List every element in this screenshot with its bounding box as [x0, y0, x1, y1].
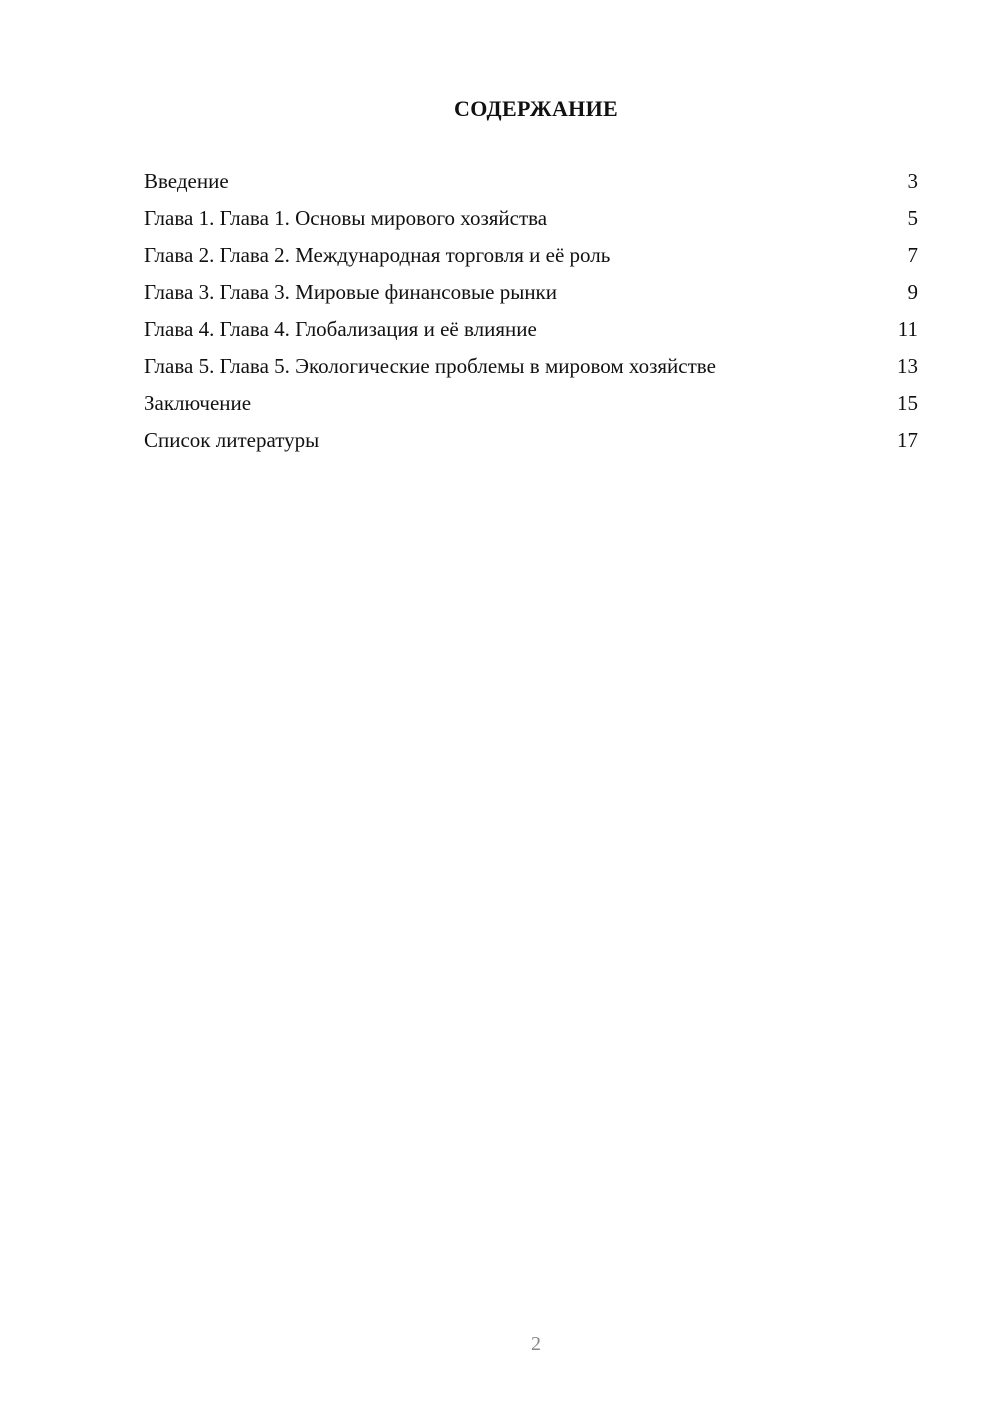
toc-entry-chapter-2[interactable]: [144, 242, 918, 269]
toc-entry-page-number: 15: [897, 391, 918, 415]
toc-entry-chapter-4[interactable]: [144, 316, 918, 343]
toc-entry-page-number: 13: [897, 354, 918, 378]
toc-entry-label: Глава 2. Глава 2. Международная торговля и её роль: [144, 243, 611, 267]
toc-entry-page-number: 7: [907, 243, 918, 267]
page-number: 2: [531, 1333, 541, 1355]
toc-entry-page-number: 11: [897, 317, 918, 341]
toc-entry-label: Глава 5. Глава 5. Экологические проблемы в мировом хозяйстве: [144, 354, 716, 378]
toc-entry-introduction[interactable]: [144, 168, 918, 195]
toc-entry-chapter-5[interactable]: [144, 353, 918, 380]
toc-entry-label: Введение: [144, 169, 229, 193]
toc-entry-page-number: 17: [897, 428, 918, 452]
toc-entry-chapter-3[interactable]: [144, 279, 918, 306]
toc-entry-label: Глава 1. Глава 1. Основы мирового хозяйства: [144, 206, 548, 230]
table-of-contents: [144, 168, 918, 464]
toc-entry-page-number: 9: [907, 280, 918, 304]
toc-entry-bibliography[interactable]: [144, 427, 918, 454]
toc-entry-label: Глава 3. Глава 3. Мировые финансовые рынки: [144, 280, 557, 304]
toc-entry-label: Глава 4. Глава 4. Глобализация и её влияние: [144, 317, 537, 341]
toc-entry-label: Заключение: [144, 391, 252, 415]
toc-entry-page-number: 3: [907, 169, 918, 193]
toc-entry-label: Список литературы: [144, 428, 320, 452]
toc-entry-page-number: 5: [907, 206, 918, 230]
toc-entry-conclusion[interactable]: [144, 390, 918, 417]
toc-entry-chapter-1[interactable]: [144, 205, 918, 232]
page-title: СОДЕРЖАНИЕ: [454, 96, 618, 121]
